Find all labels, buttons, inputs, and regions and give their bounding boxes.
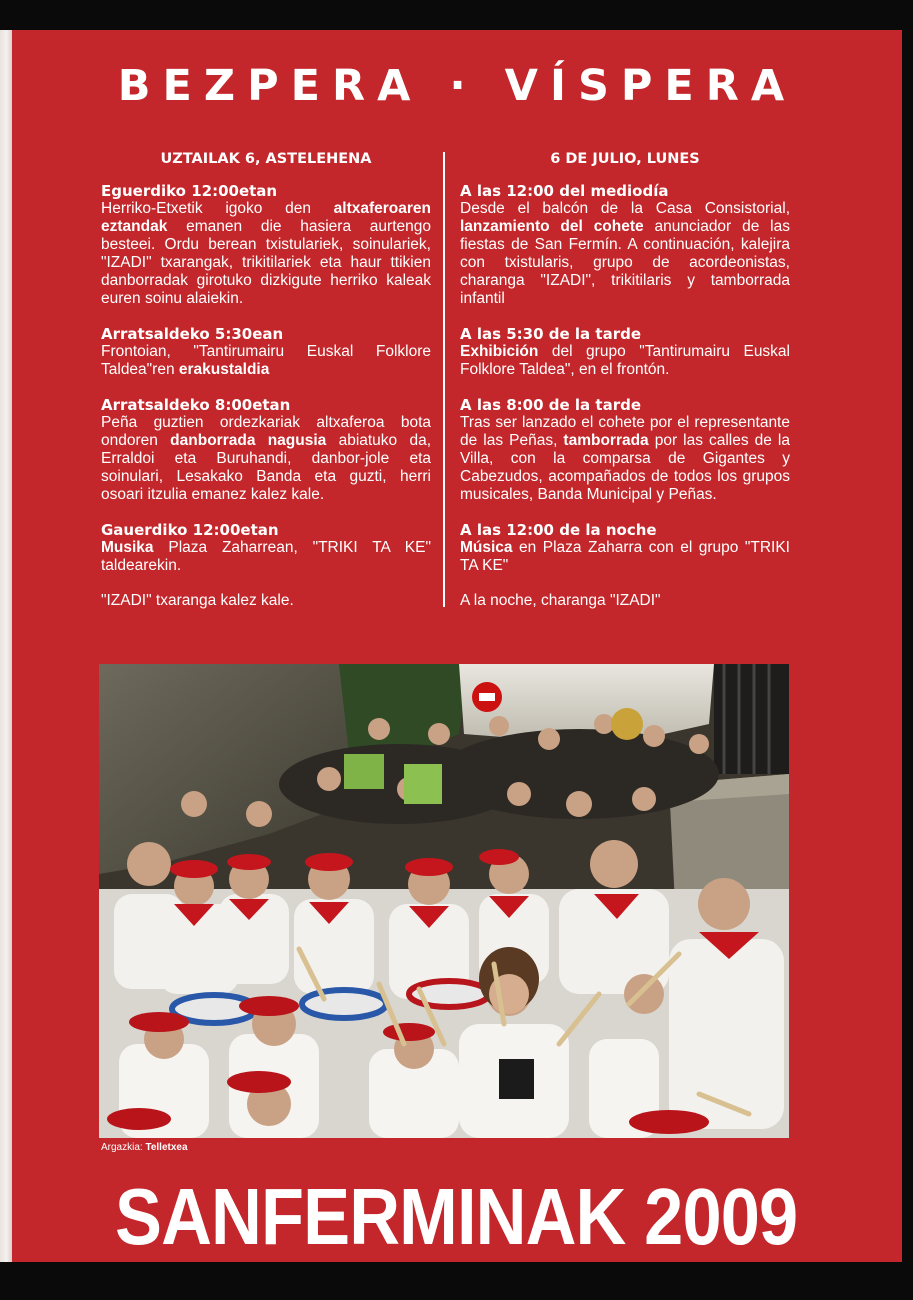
date-heading-spanish: 6 DE JULIO, LUNES xyxy=(550,151,700,167)
event-description: Peña guztien ordezkariak altxaferoa bota ondoren danborrada nagusia abiatuko da, Erraldoi eta Buruhandi, danbor-jole eta soinulari, Lesakako Banda eta guzti, herri osoari itzulia emanez kalez kale. xyxy=(101,414,431,503)
event-time: A las 12:00 de la noche xyxy=(460,521,657,539)
event-block xyxy=(101,521,431,575)
event-time: Eguerdiko 12:00etan xyxy=(101,182,278,200)
event-time: A las 8:00 de la tarde xyxy=(460,396,641,414)
schedule-column-spanish xyxy=(460,150,790,627)
event-description: Desde el balcón de la Casa Consistorial, lanzamiento del cohete anunciador de las fiestas de San Fermín. A continuación, kalejira con txistularis, grupo de acordeonistas, charanga "IZADI", trikitilaris y tamborrada infantil xyxy=(460,200,790,307)
event-description: Exhibición del grupo "Tantirumairu Euskal Folklore Taldea", en el frontón. xyxy=(460,343,790,378)
event-time: Arratsaldeko 5:30ean xyxy=(101,325,284,343)
sanferminak-logo: SANFERMINAK 2009 xyxy=(115,1172,798,1261)
event-block xyxy=(101,325,431,379)
photo-caption: Argazkia: Telletxea xyxy=(101,1142,188,1153)
date-heading-basque: UZTAILAK 6, ASTELEHENA xyxy=(160,151,372,167)
event-description: Musika Plaza Zaharrean, "TRIKI TA KE" taldearekin. xyxy=(101,539,431,574)
page-title: BEZPERA · VÍSPERA xyxy=(117,61,797,111)
magazine-page xyxy=(12,30,902,1262)
event-block xyxy=(460,396,790,504)
event-time: A las 5:30 de la tarde xyxy=(460,325,641,343)
event-time: Arratsaldeko 8:00etan xyxy=(101,396,291,414)
schedule-column-basque xyxy=(101,150,431,627)
event-description: Frontoian, "Tantirumairu Euskal Folklore Taldea"ren erakustaldia xyxy=(101,343,431,378)
event-block xyxy=(460,325,790,379)
event-description: Tras ser lanzado el cohete por el representante de las Peñas, tamborrada por las calles de la Villa, con la comparsa de Gigantes y Cabezudos, acompañados de todos los grupos musicales, Banda Municipal y Peñas. xyxy=(460,414,790,503)
column-divider xyxy=(443,152,445,607)
event-note: A la noche, charanga "IZADI" xyxy=(460,592,661,609)
event-description: Música en Plaza Zaharra con el grupo "TRIKI TA KE" xyxy=(460,539,790,574)
event-note: "IZADI" txaranga kalez kale. xyxy=(101,592,294,609)
page-spine xyxy=(0,30,12,1262)
event-block xyxy=(460,182,790,308)
photo-illustration xyxy=(99,664,789,1138)
event-block xyxy=(101,182,431,308)
event-description: Herriko-Etxetik igoko den altxaferoaren eztandak emanen die hasiera aurtengo besteei. Ordu berean txistulariek, soinulariek, "IZADI" txarangak, trikitilariek eta haur ttikien danborradak girotuko dizkigute herriko kaleak euren soinu alaiekin. xyxy=(101,200,431,307)
event-time: A las 12:00 del mediodía xyxy=(460,182,669,200)
event-time: Gauerdiko 12:00etan xyxy=(101,521,279,539)
event-block xyxy=(101,396,431,504)
tamborrada-photo xyxy=(99,664,789,1138)
event-block xyxy=(460,521,790,575)
